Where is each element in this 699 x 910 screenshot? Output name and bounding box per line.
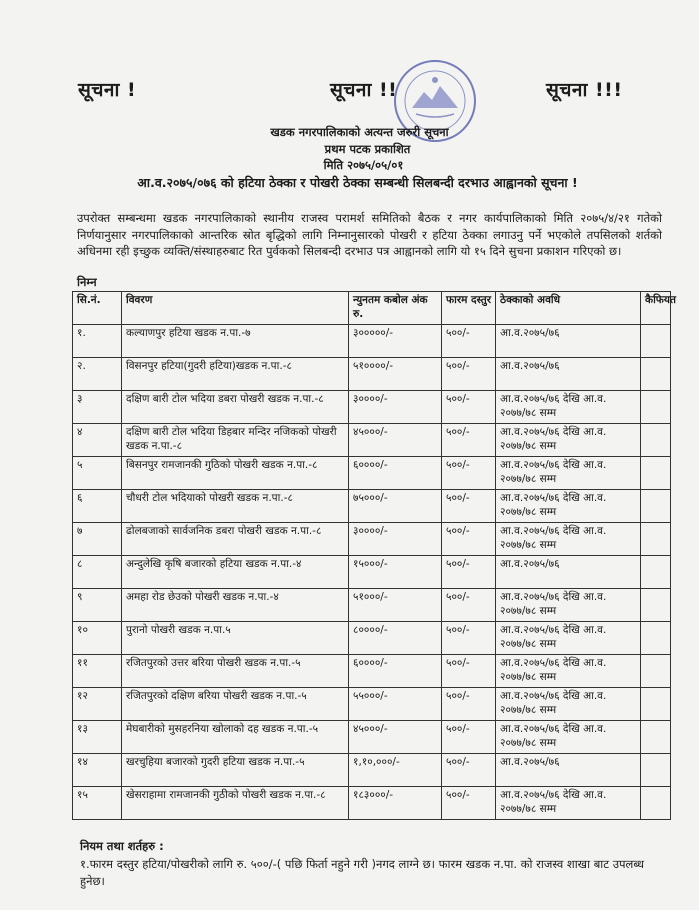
header-date: मिति २०७५/०५/०१ [323, 158, 404, 172]
table-row [73, 622, 671, 655]
cell-sn: १५ [73, 787, 122, 820]
col-header-sn: सि.नं. [73, 292, 122, 325]
table-row [73, 457, 671, 490]
table-row [73, 391, 671, 424]
table-row [73, 358, 671, 391]
cell-sn: २. [73, 358, 122, 391]
cell-min-bid: ३००००/- [349, 391, 442, 424]
cell-remarks [641, 391, 671, 424]
table-row [73, 754, 671, 787]
cell-description: दक्षिण बारी टोल भदिया डबरा पोखरी खडक न.पा.-८ [122, 391, 349, 424]
cell-sn: १३ [73, 721, 122, 754]
table-row [73, 556, 671, 589]
cell-description: कल्याणपुर हटिया खडक न.पा.-७ [122, 325, 349, 358]
notice-heading-center: सूचना !! [330, 79, 398, 101]
cell-min-bid: ३००००/- [349, 523, 442, 556]
cell-duration: आ.व.२०७५/७६ देखि आ.व. २०७७/७८ सम्म [496, 787, 641, 820]
col-header-description: विवरण [122, 292, 349, 325]
cell-min-bid: ५१००००/- [349, 358, 442, 391]
table-row [73, 523, 671, 556]
cell-min-bid: ६००००/- [349, 457, 442, 490]
rules-heading: नियम तथा शर्तहरु : [80, 839, 164, 853]
cell-form-fee: ५००/- [442, 490, 496, 523]
notice-heading-right: सूचना !!! [546, 79, 623, 101]
cell-description: खेसराहामा रामजानकी गुठीको पोखरी खडक न.पा.-८ [122, 787, 349, 820]
header-subject: आ.व.२०७५/०७६ को हटिया ठेक्का र पोखरी ठेक्का सम्बन्धी सिलबन्दी दरभाउ आह्वानको सूचना ! [137, 175, 578, 190]
cell-form-fee: ५००/- [442, 622, 496, 655]
header-publication: प्रथम पटक प्रकाशित [324, 142, 411, 156]
cell-form-fee: ५००/- [442, 358, 496, 391]
notice-heading-left: सूचना ! [78, 79, 137, 101]
cell-duration: आ.व.२०७५/७६ देखि आ.व. २०७७/७८ सम्म [496, 490, 641, 523]
cell-remarks [641, 358, 671, 391]
rule-item: १.फारम दस्तुर हटिया/पोखरीको लागि रु. ५००/-( पछि फिर्ता नहुने गरी )नगद लाग्ने छ। फारम खडक न.पा. को राजस्व शाखा बाट उपलब्ध हुनेछ। [80, 857, 645, 888]
table-row [73, 688, 671, 721]
cell-sn: १४ [73, 754, 122, 787]
cell-description: अमहा रोड छेउको पोखरी खडक न.पा.-४ [122, 589, 349, 622]
cell-duration: आ.व.२०७५/७६ [496, 358, 641, 391]
cell-min-bid: ८००००/- [349, 622, 442, 655]
cell-sn: १० [73, 622, 122, 655]
cell-min-bid: ७५०००/- [349, 490, 442, 523]
cell-sn: ८ [73, 556, 122, 589]
cell-form-fee: ५००/- [442, 391, 496, 424]
cell-min-bid: १,१०,०००/- [349, 754, 442, 787]
cell-remarks [641, 721, 671, 754]
cell-form-fee: ५००/- [442, 589, 496, 622]
cell-description: अन्दुलेखि कृषि बजारको हटिया खडक न.पा.-४ [122, 556, 349, 589]
cell-form-fee: ५००/- [442, 721, 496, 754]
cell-min-bid: ५१०००/- [349, 589, 442, 622]
cell-description: मेघबारीको मुसहरनिया खोलाको दह खडक न.पा.-५ [122, 721, 349, 754]
table-row [73, 325, 671, 358]
cell-duration: आ.व.२०७५/७६ देखि आ.व. २०७७/७८ सम्म [496, 655, 641, 688]
cell-remarks [641, 688, 671, 721]
table-row [73, 424, 671, 457]
cell-duration: आ.व.२०७५/७६ देखि आ.व. २०७७/७८ सम्म [496, 688, 641, 721]
cell-sn: ३ [73, 391, 122, 424]
cell-min-bid: १५०००/- [349, 556, 442, 589]
cell-duration: आ.व.२०७५/७६ देखि आ.व. २०७७/७८ सम्म [496, 622, 641, 655]
table-row [73, 787, 671, 820]
cell-duration: आ.व.२०७५/७६ देखि आ.व. २०७७/७८ सम्म [496, 457, 641, 490]
cell-duration: आ.व.२०७५/७६ [496, 754, 641, 787]
cell-form-fee: ५००/- [442, 457, 496, 490]
cell-duration: आ.व.२०७५/७६ देखि आ.व. २०७७/७८ सम्म [496, 589, 641, 622]
cell-description: खरचुहिया बजारको गुदरी हटिया खडक न.पा.-५ [122, 754, 349, 787]
cell-description: विसनपुर हटिया(गुदरी हटिया)खडक न.पा.-८ [122, 358, 349, 391]
cell-sn: ४ [73, 424, 122, 457]
cell-duration: आ.व.२०७५/७६ [496, 556, 641, 589]
table-row [73, 721, 671, 754]
cell-remarks [641, 325, 671, 358]
cell-duration: आ.व.२०७५/७६ देखि आ.व. २०७७/७८ सम्म [496, 424, 641, 457]
cell-remarks [641, 754, 671, 787]
cell-sn: ६ [73, 490, 122, 523]
cell-min-bid: १८३०००/- [349, 787, 442, 820]
cell-remarks [641, 523, 671, 556]
cell-duration: आ.व.२०७५/७६ [496, 325, 641, 358]
cell-form-fee: ५००/- [442, 688, 496, 721]
cell-sn: ११ [73, 655, 122, 688]
table-row [73, 655, 671, 688]
cell-remarks [641, 424, 671, 457]
cell-sn: ९ [73, 589, 122, 622]
cell-duration: आ.व.२०७५/७६ देखि आ.व. २०७७/७८ सम्म [496, 391, 641, 424]
col-header-remarks: कैफियत [641, 292, 671, 325]
table-row [73, 589, 671, 622]
header-title: खडक नगरपालिकाको अत्यन्त जरुरी सूचना [270, 125, 449, 139]
cell-remarks [641, 457, 671, 490]
cell-description: रजितपुरको उत्तर बरिया पोखरी खडक न.पा.-५ [122, 655, 349, 688]
cell-remarks [641, 622, 671, 655]
cell-form-fee: ५००/- [442, 424, 496, 457]
cell-sn: ५ [73, 457, 122, 490]
cell-remarks [641, 556, 671, 589]
cell-min-bid: ६००००/- [349, 655, 442, 688]
table-header-row [73, 292, 671, 325]
cell-duration: आ.व.२०७५/७६ देखि आ.व. २०७७/७८ सम्म [496, 523, 641, 556]
cell-min-bid: ३०००००/- [349, 325, 442, 358]
cell-form-fee: ५००/- [442, 787, 496, 820]
list-label: निम्न [77, 275, 97, 289]
col-header-form-fee: फारम दस्तुर [442, 292, 496, 325]
contracts-table [72, 291, 676, 820]
col-header-duration: ठेक्काको अवधि [496, 292, 641, 325]
cell-sn: १२ [73, 688, 122, 721]
cell-min-bid: ४५०००/- [349, 424, 442, 457]
cell-description: पुरानो पोखरी खडक न.पा.५ [122, 622, 349, 655]
cell-sn: १. [73, 325, 122, 358]
intro-paragraph: उपरोक्त सम्बन्धमा खडक नगरपालिकाको स्थानीय राजस्व परामर्श समितिको बैठक र नगर कार्यपालिकाको मिति २०७५/४/२१ गतेको निर्णयानुसार नगरपालिकाको आन्तरिक स्रोत बृद्धिको लागि निम्नानुसारको पोखरी र हटिया ठेक्का लगाउनु पर्ने भएकोले तपसिलको शर्तको अधिनमा रही इच्छुक व्यक्ति/संस्थाहरुबाट रित पुर्वकको सिलबन्दी दरभाउ पत्र आह्वानको लागि यो १५ दिने सुचना प्रकाशन गरिएको छ। [77, 211, 662, 258]
cell-form-fee: ५००/- [442, 754, 496, 787]
cell-remarks [641, 655, 671, 688]
cell-remarks [641, 787, 671, 820]
cell-form-fee: ५००/- [442, 523, 496, 556]
cell-min-bid: ४५०००/- [349, 721, 442, 754]
cell-duration: आ.व.२०७५/७६ देखि आ.व. २०७७/७८ सम्म [496, 721, 641, 754]
cell-description: रजितपुरको दक्षिण बरिया पोखरी खडक न.पा.-५ [122, 688, 349, 721]
cell-form-fee: ५००/- [442, 556, 496, 589]
cell-description: चौधरी टोल भदियाको पोखरी खडक न.पा.-८ [122, 490, 349, 523]
cell-remarks [641, 490, 671, 523]
cell-description: ढोलबजाको सार्वजनिक डबरा पोखरी खडक न.पा.-८ [122, 523, 349, 556]
cell-form-fee: ५००/- [442, 325, 496, 358]
table-row [73, 490, 671, 523]
cell-remarks [641, 589, 671, 622]
col-header-min-bid: न्युनतम कबोल अंक रु. [349, 292, 442, 325]
cell-min-bid: ५५०००/- [349, 688, 442, 721]
cell-form-fee: ५००/- [442, 655, 496, 688]
cell-description: दक्षिण बारी टोल भदिया डिहबार मन्दिर नजिकको पोखरी खडक न.पा.-८ [122, 424, 349, 457]
cell-sn: ७ [73, 523, 122, 556]
cell-description: बिसनपुर रामजानकी गुठिको पोखरी खडक न.पा.-८ [122, 457, 349, 490]
